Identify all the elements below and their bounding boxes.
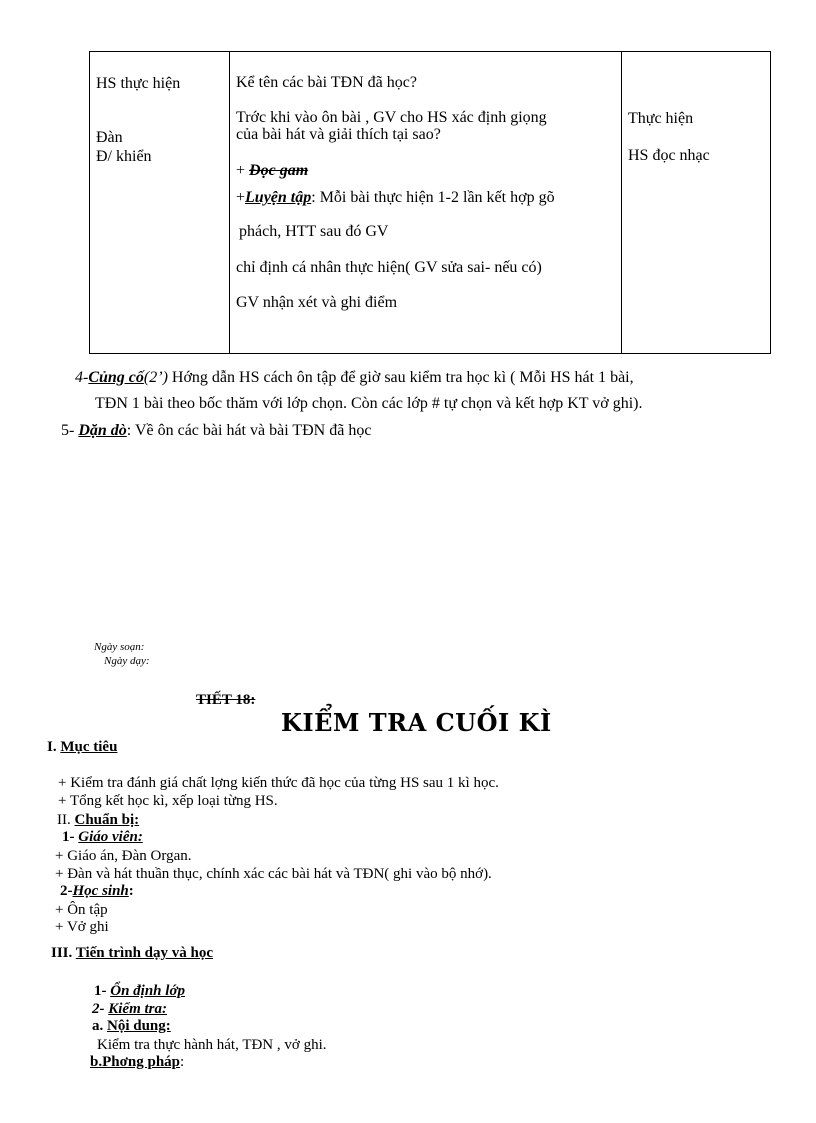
doc-gam-line: + Đọc gam [236,162,309,179]
section-1-heading: I. Mục tiêu [47,739,118,755]
list-item: + Ôn tập [55,902,108,918]
list-item: + Kiểm tra đánh giá chất lợng kiến thức đã học của từng HS sau 1 kì học. [58,775,499,791]
cell-text: HS thực hiện [96,75,181,92]
cell-text: phách, HTT sau đó GV [239,223,389,240]
luyen-tap-label: Luyện tập [245,189,312,206]
lesson-activity-table [89,51,771,354]
cell-text: chỉ định cá nhân thực hiện( GV sửa sai- nếu có) [236,259,542,276]
cell-text: Đàn [96,129,123,146]
table-row [90,52,771,354]
cell-text: Trớc khi vào ôn bài , GV cho HS xác định giọng [236,109,547,126]
noi-dung-text: Kiểm tra thực hành hát, TĐN , vở ghi. [97,1037,327,1053]
doc-gam-label: Đọc gam [249,162,309,179]
luyen-tap-line: +Luyện tập: Mỗi bài thực hiện 1-2 lần kết hợp gõ [236,189,555,206]
list-item: + Vở ghi [55,919,109,935]
section-3-heading: III. Tiến trình dạy và học [51,945,213,961]
phuong-phap-heading: b.Phơng pháp: [90,1054,185,1070]
cung-co-line-1: 4-Củng cố(2’) Hớng dẫn HS cách ôn tập để giờ sau kiểm tra học kì ( Mỗi HS hát 1 bài, [75,369,634,386]
dan-do-label: Dặn dò [78,422,127,439]
cell-text: HS đọc nhạc [628,147,710,164]
giao-vien-heading: 1- Giáo viên: [62,829,143,845]
cell-text: Đ/ khiển [96,148,152,165]
table-cell-teacher-activity [230,52,622,354]
cell-text: của bài hát và giải thích tại sao? [236,126,441,143]
list-item: + Tổng kết học kì, xếp loại từng HS. [58,793,278,809]
cell-text: Thực hiện [628,110,694,127]
ngay-day: Ngày dạy: [104,655,150,667]
section-2-heading: II. Chuẩn bị: [57,812,140,828]
table-cell-student-activity [622,52,771,354]
cell-text: Kể tên các bài TĐN đã học? [236,74,417,91]
kiem-tra: 2- Kiểm tra: [92,1001,167,1017]
table-cell-actor [90,52,230,354]
cung-co-line-2: TĐN 1 bài theo bốc thăm với lớp chọn. Còn các lớp # tự chọn và kết hợp KT vở ghi). [95,395,643,412]
ngay-soan: Ngày soạn: [94,641,145,653]
cell-text: GV nhận xét và ghi điểm [236,294,398,311]
on-dinh-lop: 1- Ổn định lớp [94,983,185,999]
lesson-number: TIẾT 18: [196,692,256,708]
list-item: + Đàn và hát thuần thục, chính xác các bài hát và TĐN( ghi vào bộ nhớ). [55,866,492,882]
list-item: + Giáo án, Đàn Organ. [55,848,192,864]
lesson-title: KIỂM TRA CUỐI KÌ [281,708,552,737]
noi-dung-heading: a. Nội dung: [92,1018,171,1034]
cung-co-label: Củng cố [88,369,144,386]
dan-do-line: 5- Dặn dò: Về ôn các bài hát và bài TĐN đã học [61,422,372,439]
hoc-sinh-heading: 2-Học sinh: [60,883,134,899]
